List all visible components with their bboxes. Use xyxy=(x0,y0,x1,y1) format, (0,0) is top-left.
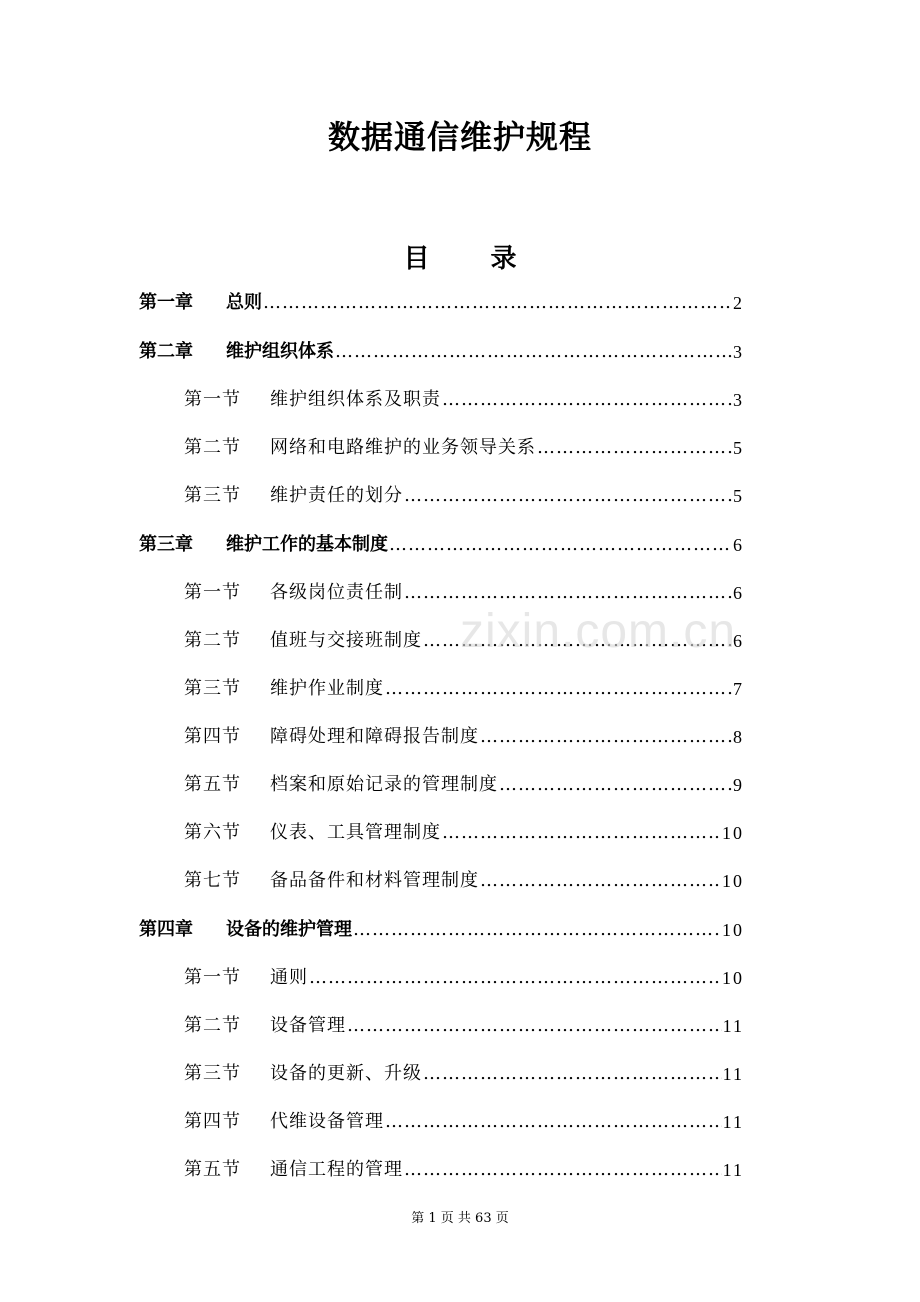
toc-entry-section[interactable] xyxy=(184,818,744,848)
toc-entry-number: 第一节 xyxy=(184,389,241,410)
toc-entry-leader xyxy=(335,337,732,367)
toc-entry-number: 第三节 xyxy=(184,678,241,699)
toc-entry-chapter[interactable] xyxy=(139,288,744,318)
toc-entry-title: 代维设备管理 xyxy=(270,1111,384,1132)
toc-entry-section[interactable] xyxy=(184,674,744,704)
toc-entry-page: 3 xyxy=(733,342,744,362)
toc-entry-title: 维护工作的基本制度 xyxy=(226,534,388,555)
toc-entry-page: 11 xyxy=(722,1160,744,1180)
toc-entry-page: 2 xyxy=(733,293,744,313)
toc-entry-section[interactable] xyxy=(184,770,744,800)
toc-entry-page: 5 xyxy=(733,438,744,458)
toc-entry-title: 值班与交接班制度 xyxy=(270,630,422,651)
toc-entry-leader xyxy=(404,481,732,511)
toc-entry-number: 第三章 xyxy=(139,534,193,555)
toc-entry-section[interactable] xyxy=(184,963,744,993)
toc-entry-number: 第四节 xyxy=(184,1111,241,1132)
toc-entry-section[interactable] xyxy=(184,866,744,896)
toc-entry-number: 第五节 xyxy=(184,774,241,795)
toc-entry-title: 设备管理 xyxy=(270,1015,346,1036)
toc-entry-page: 6 xyxy=(733,583,744,603)
toc-entry-title: 通信工程的管理 xyxy=(270,1159,403,1180)
toc-entry-number: 第四节 xyxy=(184,726,241,747)
toc-entry-leader xyxy=(537,433,732,463)
toc-entry-page: 11 xyxy=(722,1064,744,1084)
toc-entry-page: 9 xyxy=(733,775,744,795)
toc-entry-title: 障碍处理和障碍报告制度 xyxy=(270,726,479,747)
toc-entry-number: 第三节 xyxy=(184,485,241,506)
toc-entry-leader xyxy=(389,530,732,560)
toc-entry-page: 3 xyxy=(733,390,744,410)
toc-entry-page: 10 xyxy=(722,823,744,843)
toc-entry-number: 第一节 xyxy=(184,582,241,603)
toc-entry-number: 第二节 xyxy=(184,1015,241,1036)
toc-entry-page: 10 xyxy=(722,871,744,891)
toc-entry-title: 维护组织体系及职责 xyxy=(270,389,441,410)
toc-entry-section[interactable] xyxy=(184,1011,744,1041)
toc-entry-section[interactable] xyxy=(184,385,744,415)
toc-entry-leader xyxy=(347,1011,722,1041)
toc-entry-title: 通则 xyxy=(270,967,308,988)
toc-entry-number: 第二章 xyxy=(139,341,193,362)
toc-entry-leader xyxy=(499,770,732,800)
toc-entry-page: 6 xyxy=(733,631,744,651)
toc-entry-title: 设备的维护管理 xyxy=(226,919,352,940)
toc-entry-page: 7 xyxy=(733,679,744,699)
toc-entry-leader xyxy=(385,674,732,704)
toc-entry-title: 设备的更新、升级 xyxy=(270,1063,422,1084)
toc-entry-section[interactable] xyxy=(184,1059,744,1089)
toc-entry-leader xyxy=(404,1155,722,1185)
toc-entry-number: 第七节 xyxy=(184,870,241,891)
toc-entry-page: 10 xyxy=(722,968,744,988)
toc-entry-section[interactable] xyxy=(184,433,744,463)
toc-entry-chapter[interactable] xyxy=(139,915,744,945)
toc-entry-leader xyxy=(480,866,721,896)
toc-entry-number: 第一节 xyxy=(184,967,241,988)
toc-entry-page: 5 xyxy=(733,486,744,506)
toc-entry-leader xyxy=(385,1107,722,1137)
toc-entry-leader xyxy=(353,915,721,945)
toc-entry-section[interactable] xyxy=(184,1107,744,1137)
toc-entry-title: 档案和原始记录的管理制度 xyxy=(270,774,498,795)
toc-entry-chapter[interactable] xyxy=(139,337,744,367)
toc-entry-section[interactable] xyxy=(184,722,744,752)
toc-entry-title: 维护作业制度 xyxy=(270,678,384,699)
toc-entry-page: 11 xyxy=(722,1016,744,1036)
toc-entry-number: 第二节 xyxy=(184,630,241,651)
document-title: 数据通信维护规程 xyxy=(327,118,592,156)
toc-heading: 目 录 xyxy=(403,244,543,274)
toc-entry-section[interactable] xyxy=(184,1155,744,1185)
toc-entry-leader xyxy=(423,1059,722,1089)
toc-entry-leader xyxy=(442,818,721,848)
page-footer: 第 1 页 共 63 页 xyxy=(411,1211,509,1226)
toc-entry-title: 各级岗位责任制 xyxy=(270,582,403,603)
toc-entry-number: 第五节 xyxy=(184,1159,241,1180)
toc-entry-title: 网络和电路维护的业务领导关系 xyxy=(270,437,536,458)
toc-entry-title: 总则 xyxy=(226,292,262,313)
toc-entry-title: 备品备件和材料管理制度 xyxy=(270,870,479,891)
watermark: zixin.com.cn xyxy=(460,605,737,658)
toc-entry-leader xyxy=(480,722,732,752)
toc-entry-section[interactable] xyxy=(184,481,744,511)
toc-entry-number: 第六节 xyxy=(184,822,241,843)
toc-entry-number: 第三节 xyxy=(184,1063,241,1084)
toc-entry-number: 第二节 xyxy=(184,437,241,458)
toc-entry-title: 维护组织体系 xyxy=(226,341,334,362)
toc-entry-number: 第四章 xyxy=(139,919,193,940)
toc-entry-leader xyxy=(442,385,732,415)
toc-entry-page: 10 xyxy=(722,920,744,940)
toc-entry-leader xyxy=(309,963,721,993)
toc-entry-number: 第一章 xyxy=(139,292,193,313)
toc-entry-chapter[interactable] xyxy=(139,530,744,560)
toc-entry-title: 维护责任的划分 xyxy=(270,485,403,506)
toc-entry-title: 仪表、工具管理制度 xyxy=(270,822,441,843)
toc-entry-page: 8 xyxy=(733,727,744,747)
toc-entry-leader xyxy=(263,288,732,318)
toc-entry-page: 11 xyxy=(722,1112,744,1132)
toc-entry-page: 6 xyxy=(733,535,744,555)
